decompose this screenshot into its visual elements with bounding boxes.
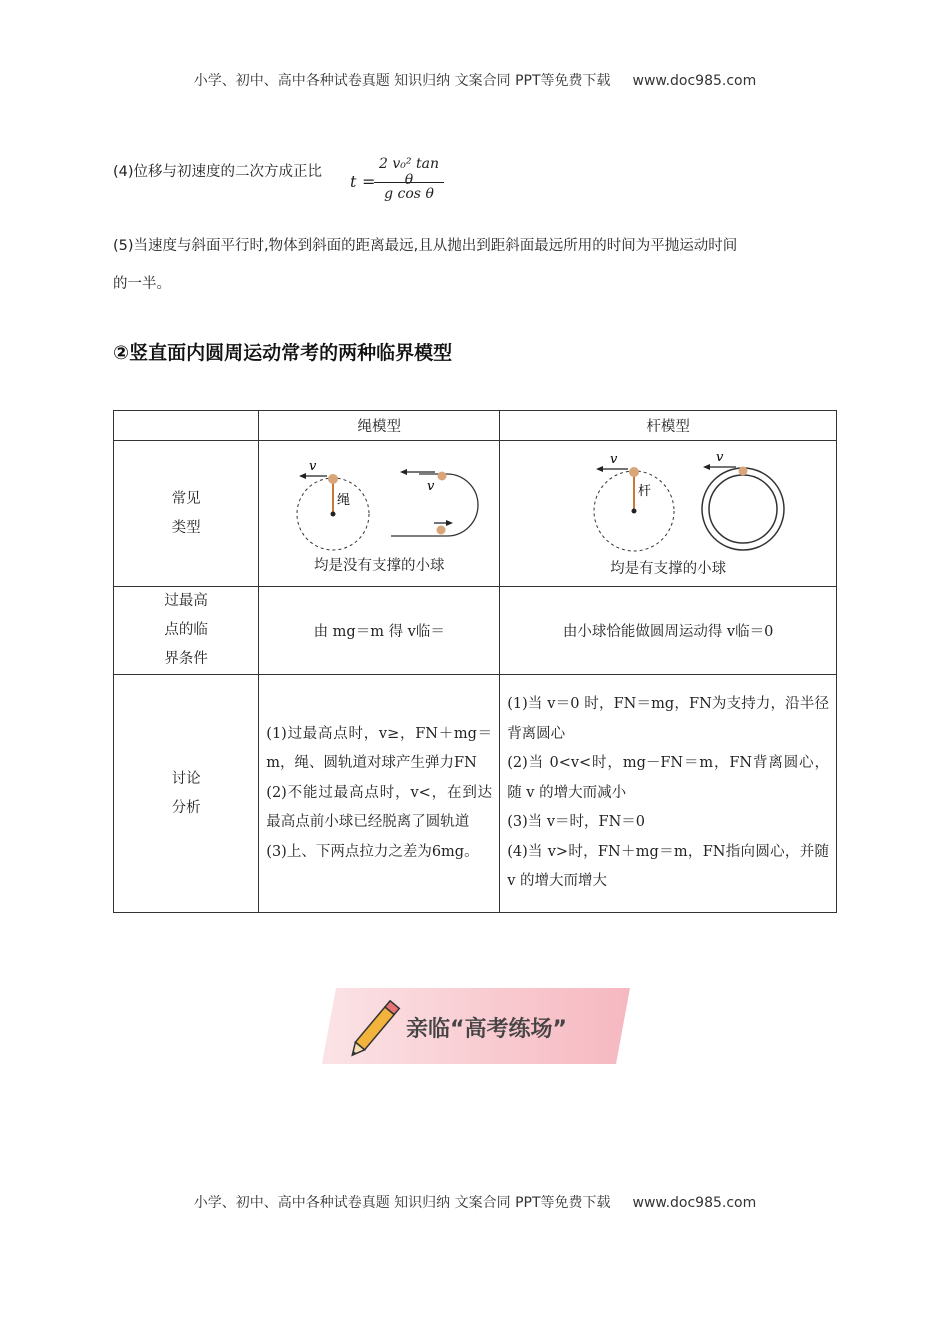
rod-center-dot xyxy=(632,509,637,514)
rod-discussion-4: (4)当 v>时，FN＋mg＝m，FN指向圆心，并随 v 的增大而增大 xyxy=(507,843,829,890)
section-title: ②竖直面内圆周运动常考的两种临界模型 xyxy=(113,342,453,364)
rope-caption: 均是没有支撑的小球 xyxy=(313,558,445,574)
ring-ball xyxy=(739,467,748,476)
formula-numerator: 2 v₀² tan θ xyxy=(379,156,439,188)
rope-center-dot xyxy=(331,512,336,517)
rod-discussion xyxy=(500,675,837,913)
rod-critical-condition: 由小球恰能做圆周运动得 v临＝0 xyxy=(500,587,837,675)
ring-v-label: v xyxy=(716,450,724,465)
row-label-discussion: 讨论 分析 xyxy=(114,675,259,913)
rope-track-v-label: v xyxy=(427,479,435,494)
header-rope-model: 绳模型 xyxy=(259,411,500,441)
formula-lhs: t xyxy=(350,172,357,191)
point-5-line1: (5)当速度与斜面平行时,物体到斜面的距离最远,且从抛出到距斜面最远所用的时间为平抛运动时间 xyxy=(113,238,738,254)
models-table xyxy=(113,410,837,913)
rod-label: 杆 xyxy=(638,484,652,499)
point-5-line2: 的一半。 xyxy=(113,276,171,292)
row-label-critical: 过最高 点的临 界条件 xyxy=(114,587,259,675)
rod-discussion-3: (3)当 v＝时，FN＝0 xyxy=(507,814,646,831)
rope-track-ball-top xyxy=(438,472,447,481)
rope-model-figure xyxy=(269,452,489,552)
rope-critical-condition: 由 mg＝m 得 v临＝ xyxy=(259,587,500,675)
rod-ball xyxy=(629,467,639,477)
page-footer xyxy=(0,1192,950,1212)
point-4-formula: t = 2 v₀² tan θ g cos θ xyxy=(350,152,450,212)
rope-ball xyxy=(328,474,338,484)
rope-figure-cell xyxy=(259,441,500,587)
formula-denominator: g cos θ xyxy=(384,186,434,202)
row-label-types: 常见 类型 xyxy=(114,441,259,587)
ring-inner xyxy=(709,475,777,543)
footer-text: 小学、初中、高中各种试卷真题 知识归纳 文案合同 PPT等免费下载 xyxy=(193,1195,611,1211)
rod-discussion-2: (2)当 0<v<时，mg－FN＝m，FN背离圆心，随 v 的增大而减小 xyxy=(507,755,829,801)
rope-discussion-1: (1)过最高点时，v≥，FN＋mg＝m，绳、圆轨道对球产生弹力FN xyxy=(266,725,493,772)
rod-caption: 均是有支撑的小球 xyxy=(610,561,727,577)
header-rod-model: 杆模型 xyxy=(500,411,837,441)
rope-v-label: v xyxy=(309,459,317,474)
practice-banner xyxy=(320,984,632,1068)
rope-discussion-3: (3)上、下两点拉力之差为6mg。 xyxy=(266,843,479,860)
rope-track-ball-bottom xyxy=(437,526,446,535)
table-corner xyxy=(114,411,259,441)
footer-site: www.doc985.com xyxy=(632,1195,757,1211)
rod-discussion-1: (1)当 v＝0 时，FN＝mg，FN为支持力，沿半径背离圆心 xyxy=(507,696,829,742)
page-header xyxy=(0,70,950,90)
rod-figure-cell xyxy=(500,441,837,587)
header-site: www.doc985.com xyxy=(632,73,757,89)
banner-text: 亲临“高考练场” xyxy=(406,1017,567,1042)
rope-track xyxy=(391,474,478,536)
rod-model-figure xyxy=(518,449,818,555)
rope-discussion xyxy=(259,675,500,913)
rod-v-label: v xyxy=(610,452,618,467)
point-4-text: (4)位移与初速度的二次方成正比 xyxy=(113,164,323,180)
rope-label: 绳 xyxy=(337,493,351,508)
ring-outer xyxy=(702,468,784,550)
rope-discussion-2: (2)不能过最高点时，v<，在到达最高点前小球已经脱离了圆轨道 xyxy=(266,784,493,831)
header-text: 小学、初中、高中各种试卷真题 知识归纳 文案合同 PPT等免费下载 xyxy=(193,73,611,89)
